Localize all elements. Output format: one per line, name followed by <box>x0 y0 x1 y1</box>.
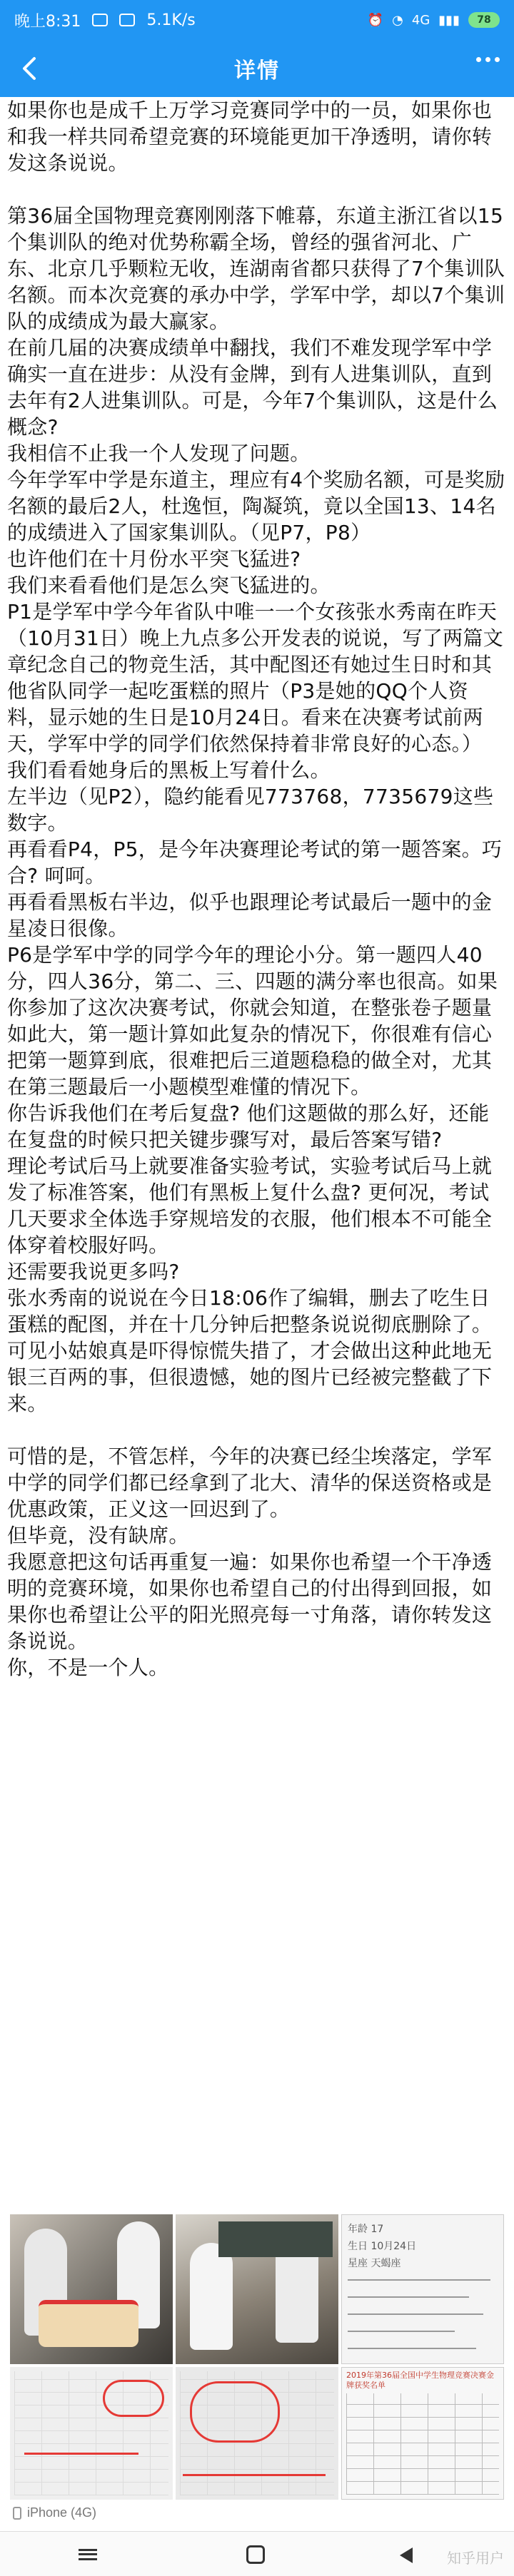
qq-field: 年龄 17 <box>348 2224 384 2235</box>
paragraph: 张水秀南的说说在今日18:06作了编辑，删去了吃生日蛋糕的配图，并在十几分钟后把整条说说彻底删除了。可见小姑娘真是吓得惊慌失措了，才会做出这种此地无银三百两的事，但很遗憾，她的图片已经被完整截了下来。 <box>7 1286 493 1415</box>
paragraph: 理论考试后马上就要准备实验考试，实验考试后马上就发了标准答案，他们有黑板上复什么盘? 更何况，考试几天要求全体选手穿规培发的衣服，他们根本不可能全体穿着校服好吗。 <box>7 1154 493 1257</box>
wifi-icon: ◔ <box>392 12 403 28</box>
network-type: 4G <box>411 12 430 28</box>
photo-answer-sheet-2[interactable] <box>176 2367 338 2500</box>
paragraph: 再看看黑板右半边，似乎也跟理论考试最后一题中的金星凌日很像。 <box>7 890 493 940</box>
paragraph: 如果你也是成千上万学习竞赛同学中的一员，如果你也和我一样共同希望竞赛的环境能更加干净透明，请你转发这条说说。 <box>7 98 493 175</box>
post-body <box>7 97 507 2216</box>
alarm-icon: ⏰ <box>367 12 384 28</box>
paragraph: 我们看看她身后的黑板上写着什么。 <box>7 758 331 782</box>
paragraph: P1是学军中学今年省队中唯一一个女孩张水秀南在昨天（10月31日）晚上九点多公开发表的说说，写了两篇文章纪念自己的物竞生活，其中配图还有她过生日时和其他省队同学一起吃蛋糕的照片（P3是她的QQ个人资料，显示她的生日是10月24日。看来在决赛考试前两天，学军中学的同学们依然保持着非常良好的心态。） <box>7 600 504 755</box>
paragraph: 今年学军中学是东道主，理应有4个奖励名额，可是奖励名额的最后2人，杜逸恒，陶凝筑，竟以全国13、14名的成绩进入了国家集训队。（见P7，P8） <box>7 468 505 544</box>
paragraph: P6是学军中学的同学今年的理论小分。第一题四人40分，四人36分，第二、三、四题的满分率也很高。如果你参加了这次决赛考试，你就会知道，在整张卷子题量如此大，第一题计算如此复杂的情况下，你很难有信心把第一题算到底，很难把后三道题稳稳的做全对，尤其在第三题最后一小题模型难懂的情况下。 <box>7 943 498 1099</box>
qq-field: 星座 天蝎座 <box>348 2258 401 2269</box>
photo-grid <box>10 2214 504 2500</box>
system-nav-bar <box>0 2531 514 2576</box>
phone-icon <box>13 2507 21 2520</box>
notification-icon-2 <box>119 14 135 26</box>
paragraph: 我愿意把这句话再重复一遍：如果你也希望一个干净透明的竞赛环境，如果你也希望自己的付出得到回报，如果你也希望让公平的阳光照亮每一寸角落，请你转发这条说说。 <box>7 1550 493 1653</box>
network-speed: 5.1K/s <box>146 11 196 29</box>
home-icon[interactable] <box>246 2545 265 2564</box>
photo-answer-sheet-1[interactable] <box>10 2367 173 2500</box>
device-label <box>13 2505 96 2520</box>
paragraph: 可惜的是，不管怎样，今年的决赛已经尘埃落定，学军中学的同学们都已经拿到了北大、清华的保送资格或是优惠政策，正义这一回迟到了。 <box>7 1445 493 1521</box>
battery-indicator: 78 <box>468 12 500 28</box>
paragraph: 你告诉我他们在考后复盘? 他们这题做的那么好，还能在复盘的时候只把关键步骤写对，最后答案写错? <box>7 1101 490 1151</box>
photo-score-table[interactable] <box>341 2367 504 2500</box>
paragraph: 也许他们在十月份水平突飞猛进? <box>7 547 301 571</box>
notification-icon <box>92 14 108 26</box>
photo-birthday-cake[interactable] <box>10 2214 173 2364</box>
qq-field: 生日 10月24日 <box>348 2241 417 2252</box>
watermark: 知乎用户 <box>447 2551 504 2567</box>
paragraph: 我们来看看他们是怎么突飞猛进的。 <box>7 574 331 597</box>
status-time: 晚上8:31 <box>14 12 81 31</box>
paragraph: 但毕竟，没有缺席。 <box>7 1524 189 1547</box>
photo-qq-profile[interactable] <box>341 2214 504 2364</box>
paragraph: 还需要我说更多吗? <box>7 1260 180 1283</box>
paragraph: 我相信不止我一个人发现了问题。 <box>7 442 311 465</box>
paragraph: 在前几届的决赛成绩单中翻找，我们不难发现学军中学确实一直在进步：从没有金牌，到有人进集训队，直到去年有2人进集训队。可是，今年7个集训队，这是什么概念? <box>7 336 498 439</box>
top-nav-bar <box>0 40 514 97</box>
paragraph: 左半边（见P2），隐约能看见773768，7735679这些数字。 <box>7 785 494 835</box>
status-bar <box>0 0 514 40</box>
photo-blackboard[interactable] <box>176 2214 338 2364</box>
paragraph: 再看看P4，P5，是今年决赛理论考试的第一题答案。巧合? 呵呵。 <box>7 838 503 887</box>
page-title: 详情 <box>234 58 280 83</box>
signal-icon: ▮▮▮ <box>438 12 460 28</box>
back-icon[interactable] <box>400 2547 413 2563</box>
score-table-header: 2019年第36届全国中学生物理竞赛决赛金牌获奖名单 <box>346 2371 494 2390</box>
paragraph: 你，不是一个人。 <box>7 1656 169 1679</box>
menu-icon[interactable] <box>79 2549 97 2560</box>
paragraph: 第36届全国物理竞赛刚刚落下帷幕，东道主浙江省以15个集训队的绝对优势称霸全场，曾经的强省河北、广东、北京几乎颗粒无收，连湖南省都只获得了7个集训队名额。而本次竞赛的承办中学，学军中学，却以7个集训队的成绩成为最大赢家。 <box>7 204 505 333</box>
back-arrow-icon[interactable] <box>14 53 46 84</box>
device-name: iPhone (4G) <box>27 2505 97 2520</box>
more-options-icon[interactable] <box>476 57 500 62</box>
